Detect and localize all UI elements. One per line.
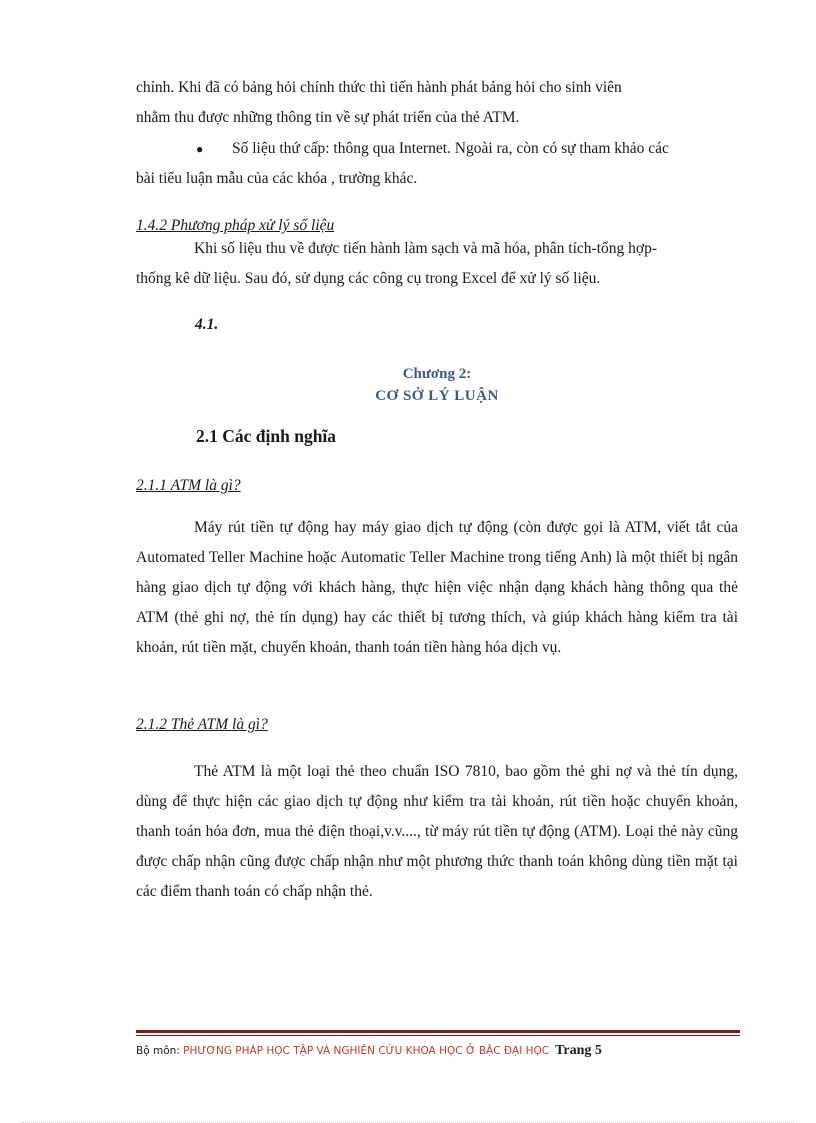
text-line: Khi số liệu thu về được tiến hành làm sạch và mã hóa, phân tích-tổng hợp- <box>194 240 657 257</box>
text-line: Số liệu thứ cấp: thông qua Internet. Ngoài ra, còn có sự tham khảo các <box>232 140 669 157</box>
footer-rule <box>136 1030 740 1033</box>
page-number: Trang 5 <box>555 1043 602 1058</box>
list-number: 4.1. <box>195 316 219 333</box>
footer-subject: PHƯƠNG PHÁP HỌC TẬP VÀ NGHIÊN CỨU KHOA HỌC Ở BẬC ĐẠI HỌC <box>183 1045 550 1057</box>
chapter-title: CƠ SỞ LÝ LUẬN <box>375 388 499 404</box>
paragraph-2-1-2: Thẻ ATM là một loại thẻ theo chuẩn ISO 7810, bao gồm thẻ ghi nợ và thẻ tín dụng, dùng để thực hiện các giao dịch tự động như kiểm tra tài khoản, rút tiền hoặc chuyển khoản, thanh toán hóa đơn, mua thẻ điện thoại,v.v...., từ máy rút tiền tự động (ATM). Loại thẻ này cũng được chấp nhận cũng được chấp nhận như một phương thức thanh toán không dùng tiền mặt tại các điểm thanh toán có chấp nhận thẻ. <box>136 763 738 900</box>
paragraph-1-4-2 <box>136 234 738 294</box>
text-line: chỉnh. Khi đã có bảng hỏi chính thức thì tiến hành phát bảng hỏi cho sinh viên <box>136 79 622 96</box>
text-line: nhằm thu được những thông tin về sự phát triển của thẻ ATM. <box>136 109 520 126</box>
section-heading-2-1-2: 2.1.2 Thẻ ATM là gì? <box>136 716 268 733</box>
footer-prefix: Bộ môn: <box>136 1045 184 1057</box>
footer-rule-thin <box>136 1035 740 1036</box>
paragraph-intro <box>136 73 738 133</box>
chapter-label: Chương 2: <box>402 366 472 382</box>
bullet-item <box>136 134 738 194</box>
section-heading-2-1: 2.1 Các định nghĩa <box>196 426 337 446</box>
bullet-icon: ● <box>196 142 204 156</box>
page-footer <box>136 1043 602 1059</box>
text-line: bài tiểu luận mẫu của các khóa , trường khác. <box>136 170 418 187</box>
section-heading-1-4-2: 1.4.2 Phương pháp xử lý số liệu <box>136 217 335 234</box>
paragraph-2-1-1: Máy rút tiền tự động hay máy giao dịch tự động (còn được gọi là ATM, viết tắt của Automated Teller Machine hoặc Automatic Teller Machine trong tiếng Anh) là một thiết bị ngân hàng giao dịch tự động với khách hàng, thực hiện việc nhận dạng khách hàng thông qua thẻ ATM (thẻ ghi nợ, thẻ tín dụng) hay các thiết bị tương thích, và giúp khách hàng kiểm tra tài khoản, rút tiền mặt, chuyển khoản, thanh toán tiền hàng hóa dịch vụ. <box>136 519 738 656</box>
text-line: thống kê dữ liệu. Sau đó, sử dụng các công cụ trong Excel để xử lý số liệu. <box>136 270 601 287</box>
section-heading-2-1-1: 2.1.1 ATM là gì? <box>136 477 241 494</box>
